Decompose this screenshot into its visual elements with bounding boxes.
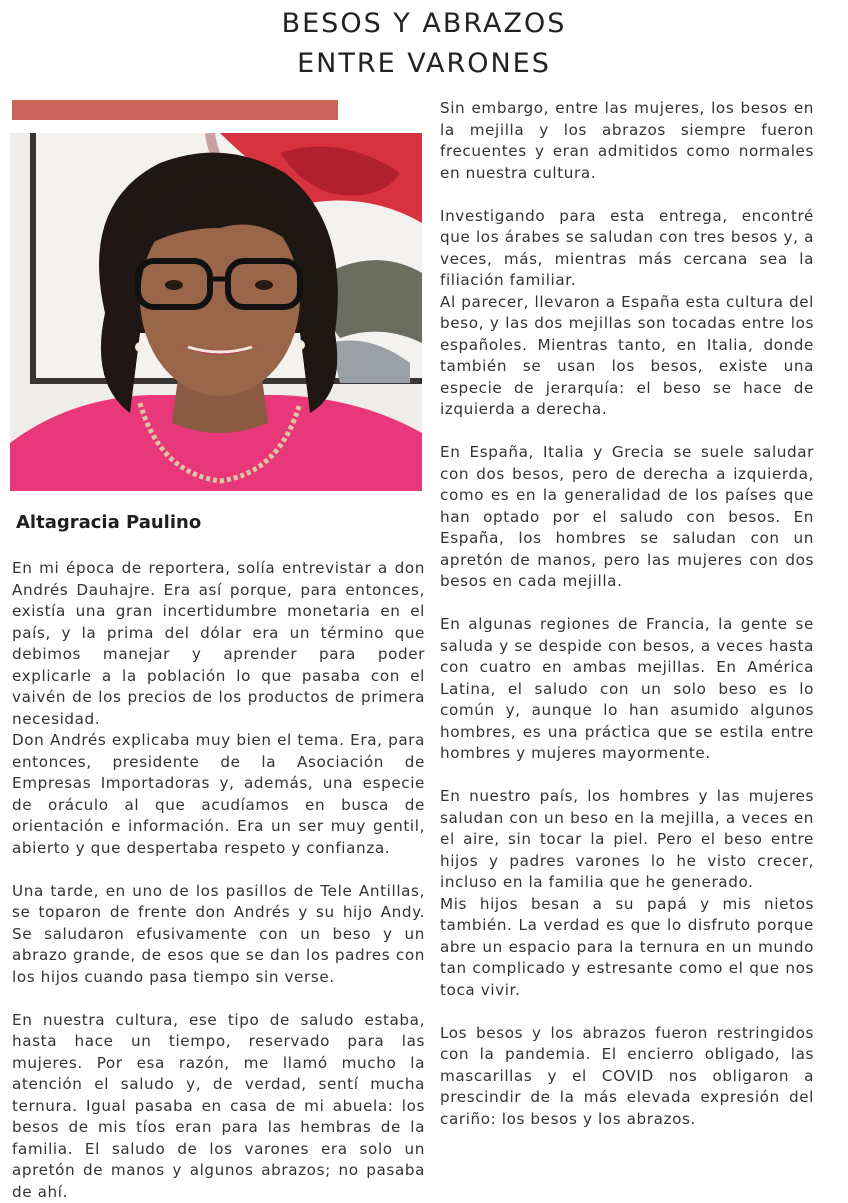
accent-bar bbox=[12, 100, 338, 120]
paragraph: Don Andrés explicaba muy bien el tema. Era, para entonces, presidente de la Asociación de Empresas Importadoras y, además, una especie de oráculo al que acudíamos en busca de orientación e información. Era un ser muy gentil, abierto y que despertaba respeto y confianza. bbox=[12, 730, 425, 859]
paragraph: En algunas regiones de Francia, la gente se saluda y se despide con besos, a veces hasta con cuatro en ambas mejillas. En América Latina, el saludo con un solo beso es lo común y, aunque lo han asumido algunos hombres, es una práctica que se estila entre hombres y mujeres mayormente. bbox=[440, 614, 814, 765]
author-photo bbox=[10, 133, 422, 491]
author-byline: Altagracia Paulino bbox=[16, 512, 201, 533]
page-title bbox=[0, 4, 848, 84]
paragraph: Sin embargo, entre las mujeres, los besos en la mejilla y los abrazos siempre fueron frecuentes y eran admitidos como normales en nuestra cultura. bbox=[440, 98, 814, 184]
paragraph: Al parecer, llevaron a España esta cultura del beso, y las dos mejillas son tocadas entre los españoles. Mientras tanto, en Italia, donde también se usan los besos, existe una especie de jerarquía: el beso se hace de izquierda a derecha. bbox=[440, 292, 814, 421]
title-line-1: BESOS Y ABRAZOS bbox=[0, 4, 848, 44]
paragraph: Mis hijos besan a su papá y mis nietos también. La verdad es que lo disfruto porque abre un espacio para la ternura en un mundo tan complicado y estresante como el que nos toca vivir. bbox=[440, 894, 814, 1002]
paragraph: Investigando para esta entrega, encontré que los árabes se saludan con tres besos y, a veces, más, mientras más cercana sea la filiación familiar. bbox=[440, 206, 814, 292]
paragraph: Una tarde, en uno de los pasillos de Tele Antillas, se toparon de frente don Andrés y su hijo Andy. Se saludaron efusivamente con un beso y un abrazo grande, de esos que se dan los padres con los hijos cuando pasa tiempo sin verse. bbox=[12, 881, 425, 989]
article-left-column bbox=[12, 558, 425, 1203]
paragraph: En nuestra cultura, ese tipo de saludo estaba, hasta hace un tiempo, reservado para las mujeres. Por esa razón, me llamó mucho la atención el saludo y, de verdad, sentí mucha ternura. Igual pasaba en casa de mi abuela: los besos de mis tíos eran para las hembras de la familia. El saludo de los varones era solo un apretón de manos y algunos abrazos; no pasaba de ahí. bbox=[12, 1010, 425, 1203]
paragraph: En mi época de reportera, solía entrevistar a don Andrés Dauhajre. Era así porque, para entonces, existía una gran incertidumbre monetaria en el país, y la prima del dólar era un término que debimos manejar y aprender para poder explicarle a la población lo que pasaba con el vaivén de los precios de los productos de primera necesidad. bbox=[12, 558, 425, 730]
paragraph: En España, Italia y Grecia se suele saludar con dos besos, pero de derecha a izquierda, como es en la generalidad de los países que han optado por el saludo con besos. En España, los hombres se saludan con un apretón de manos, pero las mujeres con dos besos en cada mejilla. bbox=[440, 442, 814, 593]
portrait-illustration bbox=[10, 133, 422, 491]
title-line-2: ENTRE VARONES bbox=[0, 44, 848, 84]
article-right-column bbox=[440, 98, 814, 1130]
paragraph: Los besos y los abrazos fueron restringidos con la pandemia. El encierro obligado, las mascarillas y el COVID nos obligaron a prescindir de la más elevada expresión del cariño: los besos y los abrazos. bbox=[440, 1023, 814, 1131]
paragraph: En nuestro país, los hombres y las mujeres saludan con un beso en la mejilla, a veces en el aire, sin tocar la piel. Pero el beso entre hijos y padres varones lo he visto crecer, incluso en la familia que he generado. bbox=[440, 786, 814, 894]
